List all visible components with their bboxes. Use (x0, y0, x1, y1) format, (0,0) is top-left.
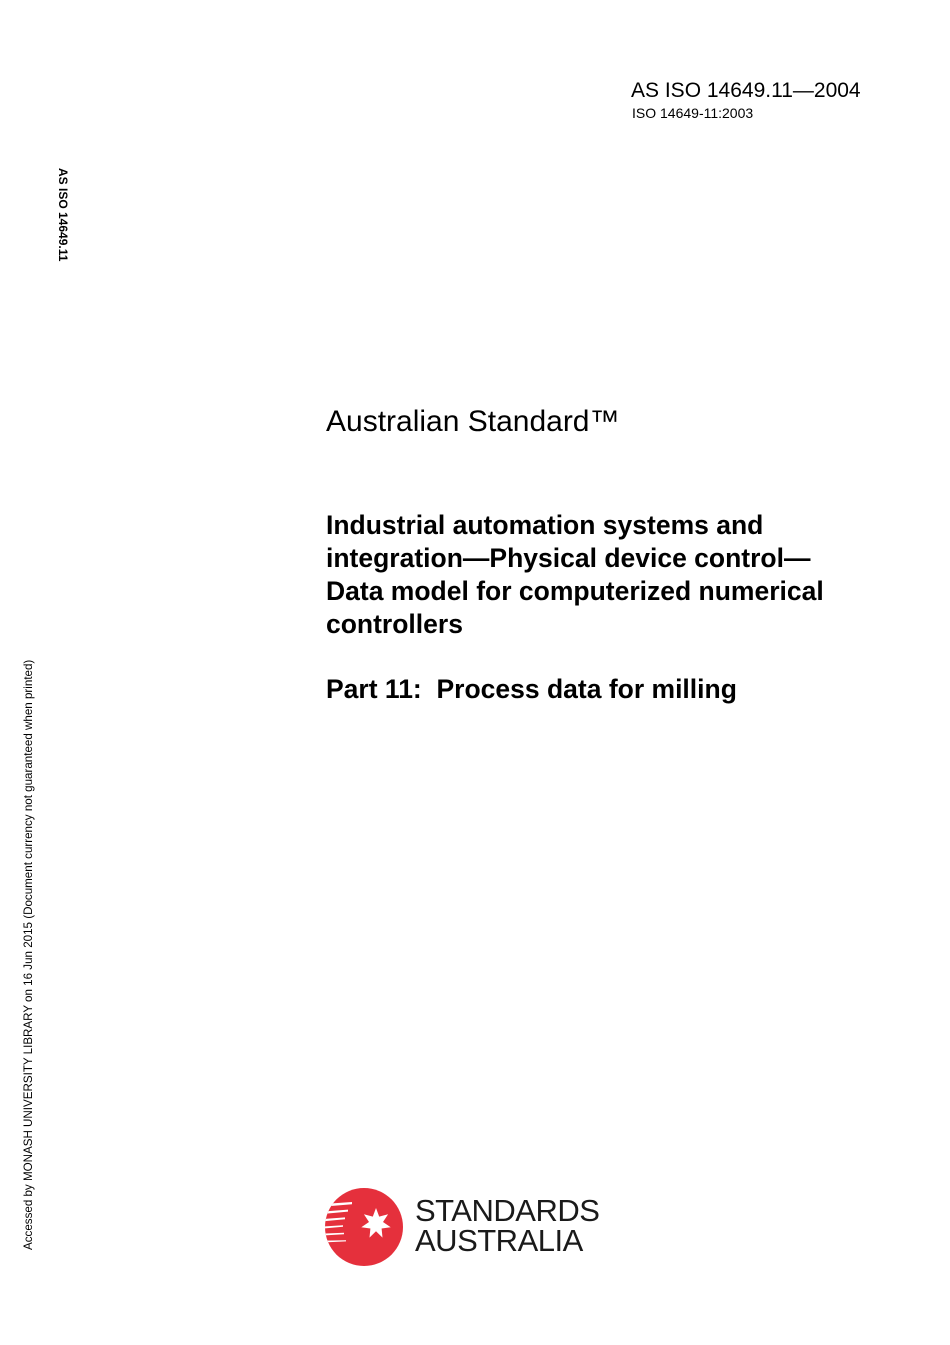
standards-australia-logo (324, 1186, 604, 1268)
logo-line: STANDARDS (415, 1193, 600, 1228)
standard-number: AS ISO 14649.11—2004 (631, 79, 861, 102)
document-title (326, 509, 916, 641)
iso-number: ISO 14649-11:2003 (632, 105, 754, 121)
title-line: Data model for computerized numerical (326, 576, 824, 606)
series-name: Australian Standard™ (326, 405, 620, 438)
title-line: integration—Physical device control— (326, 543, 811, 573)
part-title: Part 11: Process data for milling (326, 674, 737, 704)
title-line: Industrial automation systems and (326, 510, 764, 540)
logo-wordmark (415, 1193, 600, 1258)
logo-emblem-icon (324, 1187, 404, 1267)
logo-line: AUSTRALIA (415, 1223, 583, 1258)
spine-label: AS ISO 14649.11 (56, 168, 70, 262)
title-line: controllers (326, 609, 463, 639)
access-note: Accessed by MONASH UNIVERSITY LIBRARY on 16 Jun 2015 (Document currency not guaranteed when printed) (22, 659, 35, 1250)
